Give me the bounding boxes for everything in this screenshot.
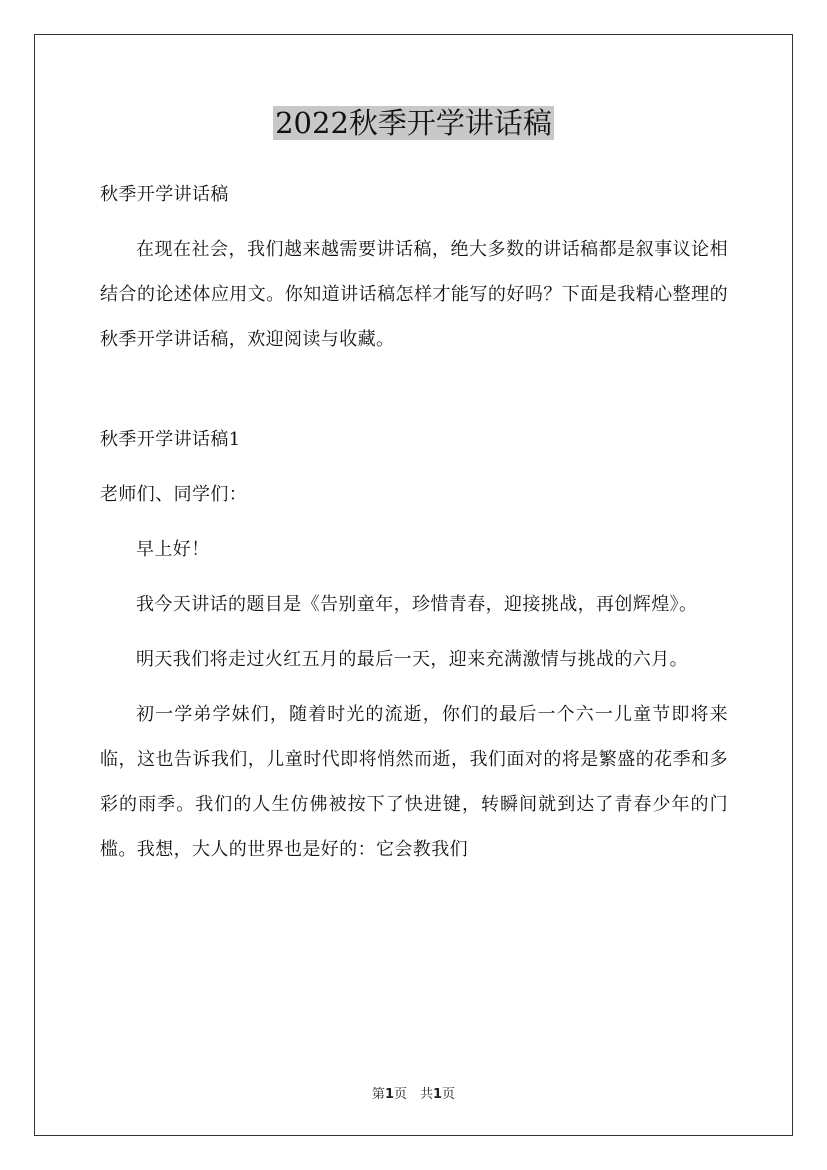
page-mid: 页 共: [393, 1087, 433, 1102]
document-body: [100, 172, 728, 872]
title-text: 2022秋季开学讲话稿: [275, 106, 552, 140]
body-paragraph: 明天我们将走过火红五月的最后一天，迎来充满激情与挑战的六月。: [136, 649, 688, 670]
document-title: [0, 103, 827, 143]
body-paragraph: 初一学弟学妹们，随着时光的流逝，你们的最后一个六一儿童节即将来临，这也告诉我们，儿童时代即将悄然而逝，我们面对的将是繁盛的花季和多彩的雨季。我们的人生仿佛被按下了快进键，转瞬间就到达了青春少年的门槛。我想，大人的世界也是好的：它会教我们: [100, 704, 728, 860]
salutation: 老师们、同学们：: [100, 484, 248, 505]
page-footer: [0, 1083, 827, 1102]
page-suffix: 页: [442, 1087, 456, 1102]
intro-paragraph: 在现在社会，我们越来越需要讲话稿，绝大多数的讲话稿都是叙事议论相结合的论述体应用文。你知道讲话稿怎样才能写的好吗？下面是我精心整理的秋季开学讲话稿，欢迎阅读与收藏。: [100, 239, 728, 350]
blank-line: [100, 362, 728, 417]
body-paragraph: 早上好！: [136, 539, 210, 560]
subtitle: 秋季开学讲话稿: [100, 184, 229, 205]
page-total: 1: [433, 1087, 443, 1102]
page-prefix: 第: [371, 1087, 385, 1102]
section-heading: 秋季开学讲话稿1: [100, 429, 241, 450]
page-current: 1: [384, 1087, 394, 1102]
body-paragraph: 我今天讲话的题目是《告别童年，珍惜青春，迎接挑战，再创辉煌》。: [136, 594, 698, 615]
